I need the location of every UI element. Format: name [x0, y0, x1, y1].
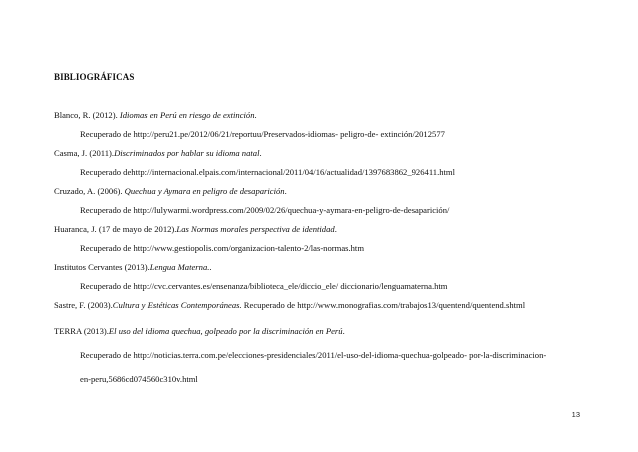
reference-url-cervantes[interactable]: Recuperado de http://cvc.cervantes.es/ensenanza/biblioteca_ele/diccio_ele/ diccionario/lenguamaterna.htm [80, 281, 448, 291]
reference-author: Institutos Cervantes (2013). [54, 262, 150, 272]
reference-url-casma[interactable]: Recuperado dehttp://internacional.elpais.com/internacional/2011/04/16/actualidad/1397683862_926411.html [80, 167, 456, 177]
reference-url-terra[interactable]: Recuperado de http://noticias.terra.com.pe/elecciones-presidenciales/2011/el-uso-del-idioma-quechua-golpeado- por-la-discriminacion- [80, 350, 547, 360]
reference-title: Discriminados por hablar su idioma natal [114, 148, 260, 158]
reference-title: Cultura y Estéticas Contemporáneas. [112, 300, 242, 310]
reference-author: Casma, J. (2011). [54, 148, 115, 158]
page-number: 13 [571, 410, 580, 419]
reference-entry-sastre [54, 300, 525, 311]
reference-url-terra-continued[interactable]: en-peru,5686cd074560c310v.html [80, 374, 198, 384]
reference-url-blanco[interactable]: Recuperado de http://peru21.pe/2012/06/21/reportuu/Preservados-idiomas- peligro-de- extinción/2012577 [80, 129, 445, 139]
reference-title: Quechua y Aymara en peligro de desaparición [124, 186, 285, 196]
reference-url-huaranca[interactable]: Recuperado de http://www.gestiopolis.com/organizacion-talento-2/las-normas.htm [80, 243, 365, 253]
section-heading: BIBLIOGRÁFICAS [54, 72, 135, 82]
reference-tail: . [259, 148, 262, 158]
reference-tail: . [209, 262, 212, 272]
reference-entry-huaranca [54, 224, 337, 235]
reference-author: Sastre, F. (2003). [54, 300, 113, 310]
reference-title: Las Normas morales perspectiva de identidad [176, 224, 335, 234]
reference-entry-cruzado [54, 186, 287, 197]
reference-entry-casma [54, 148, 262, 159]
reference-author: Huaranca, J. (17 de mayo de 2012). [54, 224, 177, 234]
reference-tail: . [334, 224, 337, 234]
reference-tail: . [284, 186, 287, 196]
reference-author: TERRA (2013). [54, 326, 109, 336]
reference-tail: . [254, 110, 257, 120]
reference-title: Idiomas en Perú en riesgo de extinción [119, 110, 255, 120]
reference-author: Blanco, R. (2012). [54, 110, 120, 120]
reference-title: El uso del idioma quechua, golpeado por la discriminación en Perú [108, 326, 343, 336]
reference-entry-cervantes [54, 262, 212, 273]
reference-title: Lengua Materna. [149, 262, 210, 272]
reference-entry-terra [54, 326, 345, 337]
reference-author: Cruzado, A. (2006). [54, 186, 125, 196]
reference-entry-blanco [54, 110, 257, 121]
reference-tail: . [342, 326, 345, 336]
reference-tail[interactable]: Recuperado de http://www.monografias.com/trabajos13/quentend/quentend.shtml [241, 300, 526, 310]
reference-url-cruzado[interactable]: Recuperado de http://lulywarmi.wordpress.com/2009/02/26/quechua-y-aymara-en-peligro-de-desaparición/ [80, 205, 450, 215]
